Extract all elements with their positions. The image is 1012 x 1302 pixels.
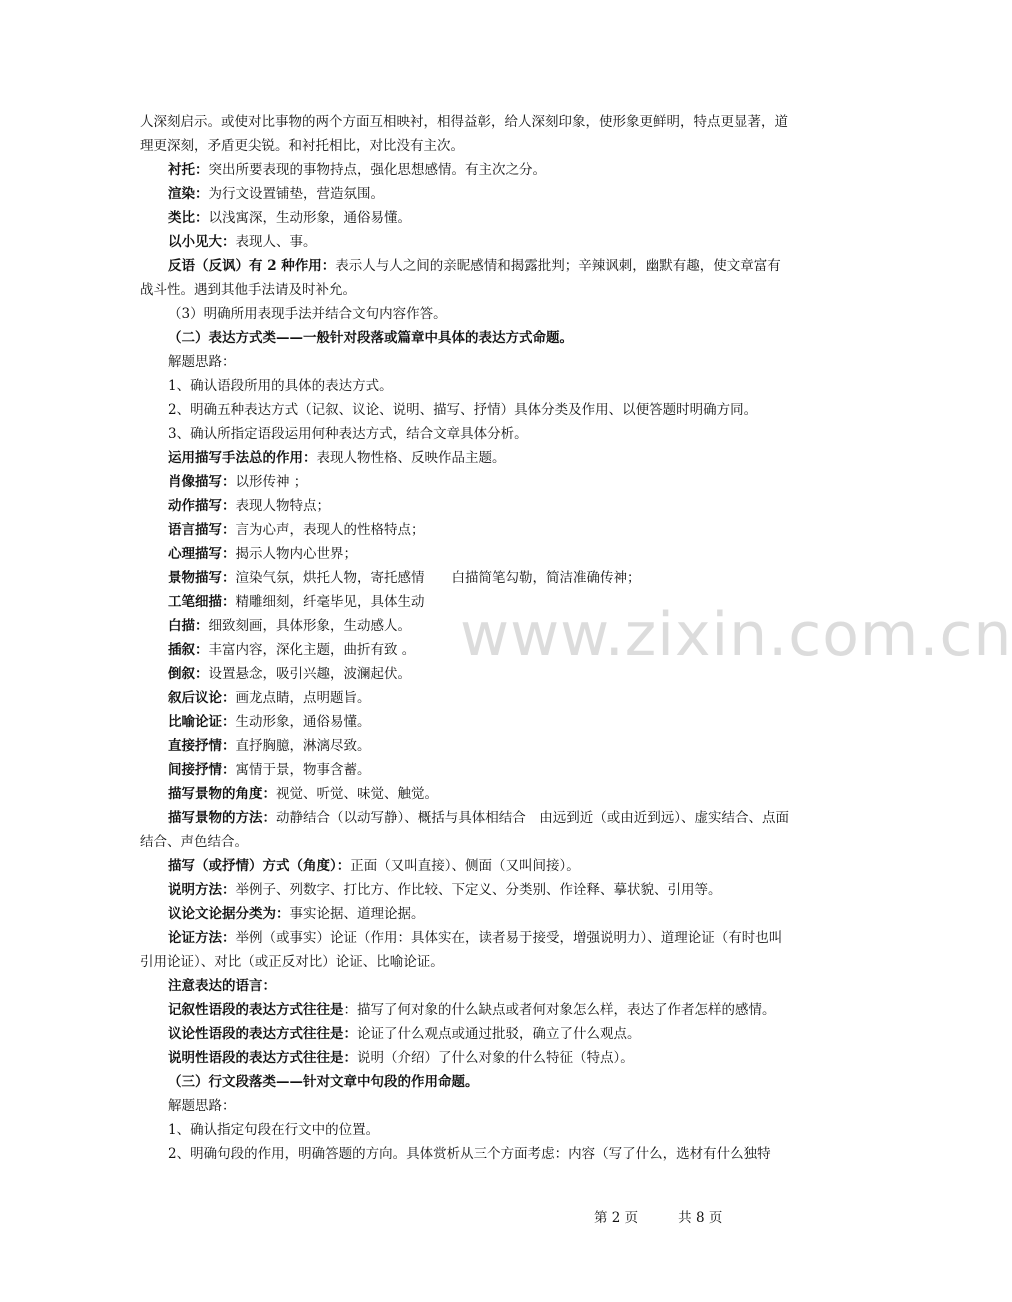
text-run: 寓情于景，物事含蓄。 [235,762,371,778]
watermark: www.zixin.com.cn [460,600,1012,670]
bold-term: （三）行文段落类——针对文章中句段的作用命题。 [168,1074,479,1090]
bold-term: 动作描写： [168,498,236,514]
text-run: 表现人、事。 [235,234,317,250]
bold-term: 倒叙： [168,666,209,682]
text-run: 2、明确句段的作用，明确答题的方向。具体赏析从三个方面考虑：内容（写了什么，选材有什么独特 [168,1146,771,1162]
text-run: 精雕细刻，纤毫毕见，具体生动 [235,594,425,610]
bold-term: 工笔细描： [168,594,236,610]
text-run: 揭示人物内心世界； [235,546,357,562]
text-run: 表现人物性格、反映作品主题。 [316,450,506,466]
paragraph [140,710,790,734]
paragraph [140,998,790,1022]
paragraph [140,566,790,590]
text-run: 解题思路： [168,354,236,370]
paragraph [140,1046,790,1070]
paragraph [140,1118,790,1142]
paragraph [140,110,790,158]
bold-term: 运用描写手法总的作用： [168,450,317,466]
paragraph [140,1142,790,1166]
paragraph [140,302,790,326]
bold-term: 说明方法： [168,882,236,898]
text-run: （3）明确所用表现手法并结合文句内容作答。 [168,306,447,322]
paragraph [140,782,790,806]
text-run: 画龙点睛，点明题旨。 [235,690,371,706]
bold-term: 注意表达的语言： [168,978,276,994]
paragraph [140,230,790,254]
bold-term: 议论文论据分类为： [168,906,290,922]
bold-term: 肖像描写： [168,474,236,490]
paragraph [140,686,790,710]
paragraph [140,1022,790,1046]
paragraph [140,398,790,422]
paragraph [140,590,790,614]
paragraph [140,878,790,902]
paragraph [140,494,790,518]
bold-term: （二）表达方式类——一般针对段落或篇章中具体的表达方式命题。 [168,330,573,346]
paragraph [140,254,790,302]
bold-term: 直接抒情： [168,738,236,754]
bold-term: 描写（或抒情）方式（角度）： [168,858,351,874]
bold-term: 白描： [168,618,209,634]
paragraph [140,470,790,494]
text-run: 表现人物特点； [235,498,330,514]
bold-term: 语言描写： [168,522,236,538]
text-run: 丰富内容，深化主题，曲折有致 。 [208,642,416,658]
bold-term: 间接抒情： [168,762,236,778]
text-run: 举例子、列数字、打比方、作比较、下定义、分类别、作诠释、摹状貌、引用等。 [235,882,722,898]
text-run: 2、明确五种表达方式（记叙、议论、说明、描写、抒情）具体分类及作用、以便答题时明确方同。 [168,402,758,418]
bold-term: 描写景物的方法： [168,810,276,826]
paragraph [140,854,790,878]
paragraph [140,446,790,470]
text-run: 1、确认语段所用的具体的表达方式。 [168,378,393,394]
text-run: 渲染气氛，烘托人物，寄托感情 白描简笔勾勒，简洁准确传神； [235,570,641,586]
paragraph [140,326,790,350]
text-run: 表示人与人之间的亲昵感情和揭露批判；辛辣讽刺，幽默有趣，使文章富有战斗性。遇到其他手法请及时补允。 [140,258,781,298]
bold-term: 叙后议论： [168,690,236,706]
paragraph [140,926,790,974]
paragraph [140,758,790,782]
text-run: 论证了什么观点或通过批驳，确立了什么观点。 [357,1026,641,1042]
paragraph [140,974,790,998]
bold-term: 描写景物的角度： [168,786,276,802]
text-run: 解题思路： [168,1098,236,1114]
paragraph [140,518,790,542]
bold-term: 衬托： [168,162,209,178]
bold-term: 论证方法： [168,930,236,946]
paragraph [140,806,790,854]
paragraph [140,350,790,374]
text-run: 3、确认所指定语段运用何种表达方式，结合文章具体分析。 [168,426,528,442]
paragraph [140,158,790,182]
paragraph [140,182,790,206]
document-body [140,110,790,1166]
paragraph [140,1094,790,1118]
text-run: ：描写了何对象的什么缺点或者何对象怎么样，表达了作者怎样的感情。 [343,1002,776,1018]
text-run: 动静结合（以动写静）、概括与具体相结合 由远到近（或由近到远）、虚实结合、点面结合、声色结合。 [140,810,789,850]
text-run: 言为心声，表现人的性格特点； [235,522,425,538]
text-run: 为行文设置铺垫，营造氛围。 [208,186,384,202]
paragraph [140,542,790,566]
text-run: 以形传神 ； [235,474,308,490]
bold-term: 插叙： [168,642,209,658]
bold-term: 景物描写： [168,570,236,586]
bold-term: 议论性语段的表达方式往往是： [168,1026,357,1042]
paragraph [140,902,790,926]
paragraph [140,1070,790,1094]
text-run: 以浅寓深，生动形象，通俗易懂。 [208,210,411,226]
text-run: 突出所要表现的事物持点，强化思想感情。有主次之分。 [208,162,546,178]
text-run: 举例（或事实）论证（作用：具体实在，读者易于接受，增强说明力）、道理论证（有时也叫引用论证）、对比（或正反对比）论证、比喻论证。 [140,930,783,970]
paragraph [140,206,790,230]
bold-term: 说明性语段的表达方式往往是： [168,1050,357,1066]
paragraph [140,662,790,686]
bold-term: 反语（反讽）有 2 种作用： [168,258,336,274]
bold-term: 以小见大： [168,234,236,250]
paragraph [140,734,790,758]
bold-term: 类比： [168,210,209,226]
text-run: 正面（又叫直接）、侧面（又叫间接）。 [350,858,580,874]
paragraph [140,638,790,662]
text-run: 1、确认指定句段在行文中的位置。 [168,1122,380,1138]
page-footer [594,1206,722,1226]
bold-term: 心理描写： [168,546,236,562]
text-run: 细致刻画，具体形象，生动感人。 [208,618,411,634]
paragraph [140,422,790,446]
bold-term: 记叙性语段的表达方式往往是 [168,1002,344,1018]
page-number: 第 2 页 [594,1210,639,1226]
page-total: 共 8 页 [678,1210,723,1226]
text-run: 人深刻启示。或使对比事物的两个方面互相映衬，相得益彰，给人深刻印象，使形象更鲜明，特点更显著，道理更深刻，矛盾更尖锐。和衬托相比，对比没有主次。 [140,114,788,154]
bold-term: 比喻论证： [168,714,236,730]
text-run: 生动形象，通俗易懂。 [235,714,371,730]
paragraph [140,614,790,638]
bold-term: 渲染： [168,186,209,202]
text-run: 直抒胸臆，淋漓尽致。 [235,738,371,754]
paragraph [140,374,790,398]
text-run: 事实论据、道理论据。 [289,906,425,922]
text-run: 视觉、听觉、味觉、触觉。 [276,786,438,802]
text-run: 设置悬念，吸引兴趣，波澜起伏。 [208,666,411,682]
text-run: 说明（介绍）了什么对象的什么特征（特点）。 [357,1050,634,1066]
